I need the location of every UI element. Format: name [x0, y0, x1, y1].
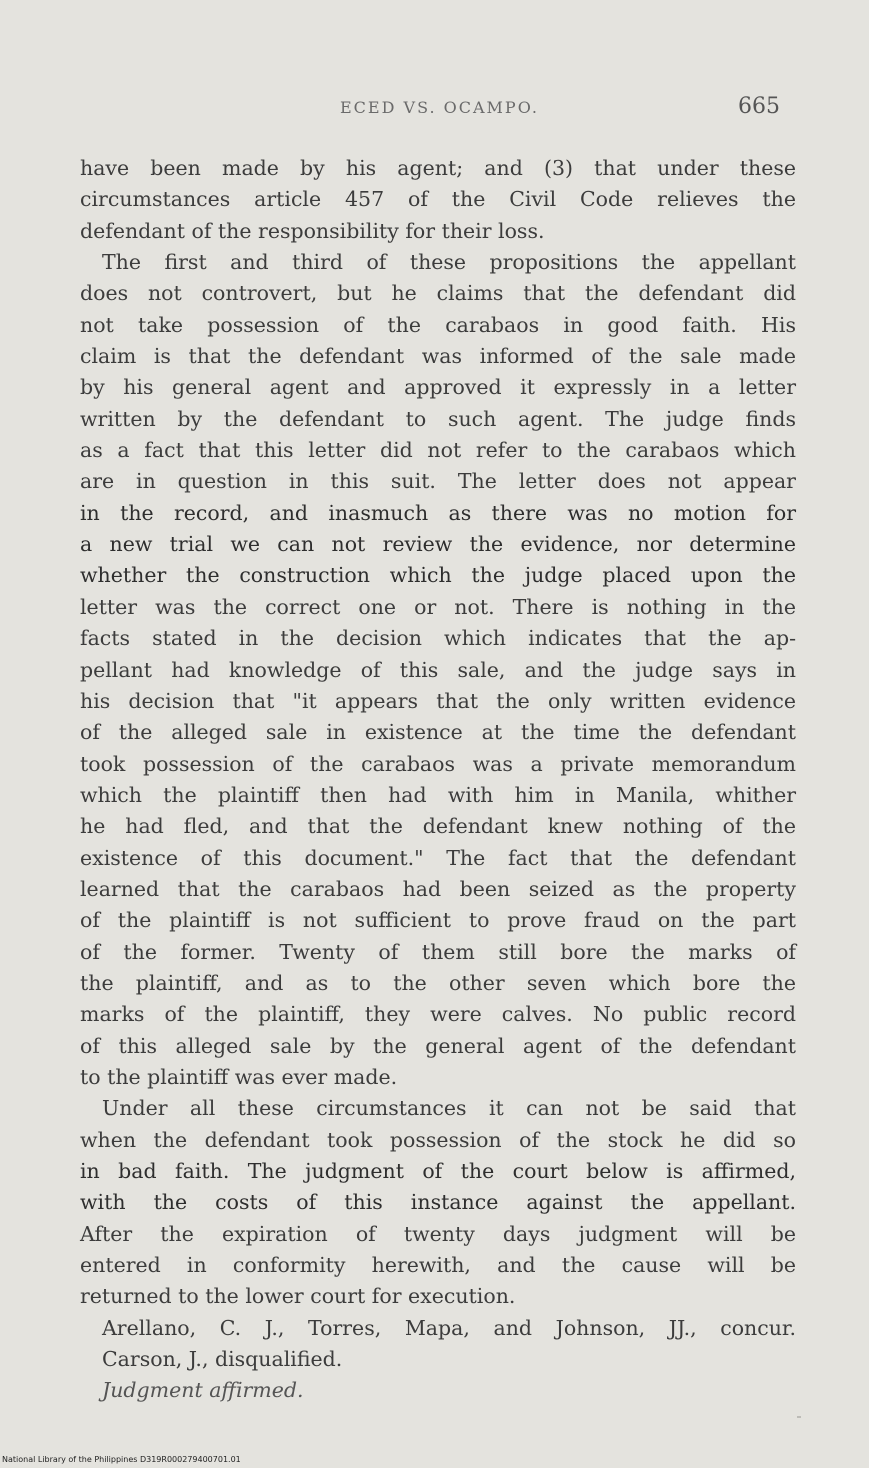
text-line: claim is that the defendant was informed of the sale made — [80, 344, 796, 369]
text-line: learned that the carabaos had been seized as the property — [80, 876, 796, 901]
text-line: marks of the plaintiff, they were calves. No public record — [80, 1002, 796, 1027]
text-line: does not controvert, but he claims that the defendant did — [80, 281, 796, 306]
text-line: The first and third of these propositions the appellant — [102, 250, 796, 275]
text-line: to the plaintiff was ever made. — [80, 1064, 398, 1089]
running-head — [0, 90, 869, 120]
judgment-line: Judgment affirmed. — [102, 1378, 304, 1403]
text-line: not take possession of the carabaos in good faith. His — [80, 312, 796, 337]
text-line: whether the construction which the judge placed upon the — [80, 563, 796, 588]
text-line: of the former. Twenty of them still bore the marks of — [80, 939, 796, 964]
text-line: are in question in this suit. The letter does not appear — [80, 469, 796, 494]
running-title: ECED VS. OCAMPO. — [340, 98, 539, 117]
text-line: in bad faith. The judgment of the court below is affirmed, — [80, 1159, 796, 1183]
text-line: of the plaintiff is not sufficient to prove fraud on the part — [80, 908, 796, 933]
text-line: a new trial we can not review the evidence, nor determine — [80, 532, 796, 557]
text-line: have been made by his agent; and (3) that under these — [80, 156, 796, 180]
disqualified-line: Carson, J., disqualified. — [102, 1347, 343, 1372]
text-line: returned to the lower court for execution. — [80, 1284, 516, 1309]
text-line: Under all these circumstances it can not be said that — [102, 1096, 796, 1121]
text-line: pellant had knowledge of this sale, and the judge says in — [80, 657, 796, 682]
text-line: he had fled, and that the defendant knew nothing of the — [80, 814, 796, 839]
text-line: as a fact that this letter did not refer to the carabaos which — [80, 438, 796, 463]
text-line: letter was the correct one or not. There is nothing in the — [80, 594, 796, 619]
text-line: in the record, and inasmuch as there was no motion for — [80, 500, 796, 525]
text-line: existence of this document." The fact that the defendant — [80, 845, 796, 870]
text-line: facts stated in the decision which indicates that the ap- — [80, 626, 796, 651]
concurrence-line: Arellano, C. J., Torres, Mapa, and Johnson, JJ., concur. — [102, 1315, 796, 1340]
text-line: when the defendant took possession of the stock he did so — [80, 1127, 796, 1152]
text-line: his decision that "it appears that the only written evidence — [80, 688, 796, 713]
text-line: entered in conformity herewith, and the cause will be — [80, 1253, 796, 1278]
text-line: defendant of the responsibility for their loss. — [80, 218, 545, 243]
text-line: written by the defendant to such agent. The judge finds — [80, 406, 796, 431]
footer-credit: National Library of the Philippines D319R000279400701.01 — [2, 1455, 241, 1464]
text-line: of the alleged sale in existence at the time the defendant — [80, 720, 796, 745]
text-line: of this alleged sale by the general agent of the defendant — [80, 1033, 796, 1058]
text-line: the plaintiff, and as to the other seven which bore the — [80, 970, 796, 995]
text-line: with the costs of this instance against the appellant. — [80, 1190, 796, 1215]
text-line: by his general agent and approved it expressly in a letter — [80, 375, 796, 400]
body-text — [80, 153, 796, 1407]
text-line: circumstances article 457 of the Civil Code relieves the — [80, 187, 796, 212]
page-number: 665 — [738, 94, 780, 119]
text-line: After the expiration of twenty days judgment will be — [80, 1221, 796, 1246]
text-line: took possession of the carabaos was a private memorandum — [80, 751, 796, 776]
text-line: which the plaintiff then had with him in Manila, whither — [80, 782, 796, 807]
scan-speck — [797, 1416, 801, 1418]
